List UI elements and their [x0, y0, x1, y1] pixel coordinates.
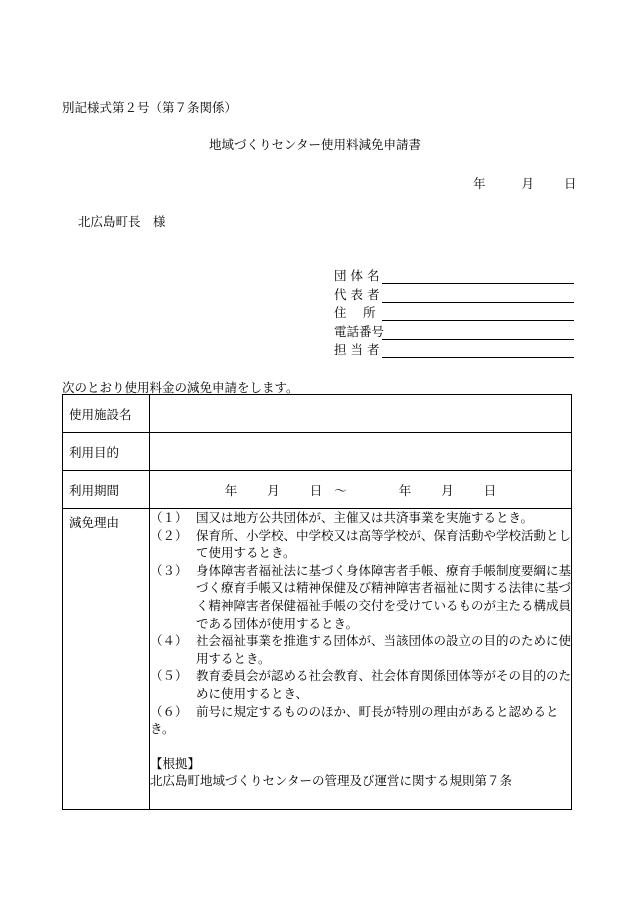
reason-item[interactable]	[150, 632, 571, 667]
period-separator: ～	[334, 482, 347, 498]
reason-text: 保育所、小学校、中学校又は高等学校が、保育活動や学校活動として使用するとき。	[196, 527, 572, 561]
period-start-day: 日	[309, 482, 323, 498]
applicant-phone-field[interactable]	[334, 322, 574, 340]
purpose-row	[63, 433, 572, 471]
reason-text: 社会福祉事業を推進する団体が、当該団体の設立の目的のために使用するとき。	[196, 633, 572, 666]
fill-line	[382, 283, 574, 284]
date-month: 月	[521, 176, 535, 191]
application-table	[62, 394, 572, 810]
period-end-day: 日	[483, 482, 497, 498]
period-start-month: 月	[267, 482, 280, 498]
applicant-address-field[interactable]	[334, 303, 574, 321]
applicant-representative-field[interactable]	[334, 285, 574, 303]
reason-number: （６）	[150, 703, 188, 719]
facility-label: 使用施設名	[63, 395, 150, 433]
reason-item[interactable]	[150, 667, 571, 702]
period-start-year: 年	[224, 482, 238, 498]
document-title: 地域づくりセンター使用料減免申請書	[208, 137, 421, 152]
field-label: 代 表 者	[334, 287, 380, 302]
facility-value-cell[interactable]	[150, 395, 572, 433]
field-label: 団 体 名	[334, 268, 380, 283]
reason-number: （１）	[150, 510, 188, 525]
period-end-month: 月	[441, 482, 454, 498]
reason-text: 教育委員会が認める社会教育、社会体育関係団体等がその目的のために使用するとき、	[196, 668, 572, 701]
reason-text: 国又は地方公共団体が、主催又は共済事業を実施するとき。	[196, 510, 534, 525]
reason-list-cell	[150, 509, 572, 810]
date-year: 年	[473, 176, 486, 191]
reason-number: （５）	[150, 668, 188, 684]
reason-label: 減免理由	[63, 509, 150, 810]
fill-line	[382, 357, 574, 358]
addressee: 北広島町長 様	[78, 214, 166, 229]
reason-text: 前号に規定するもののほか、町長が特別の理由があると認めるとき。	[150, 703, 559, 737]
purpose-value-cell[interactable]	[150, 433, 572, 471]
field-label: 住 所	[334, 305, 376, 320]
field-label: 担 当 者	[334, 342, 380, 357]
intro-text: 次のとおり使用料金の減免申請をします。	[62, 380, 299, 395]
period-row	[63, 471, 572, 509]
facility-row	[63, 395, 572, 433]
reason-row	[63, 509, 572, 810]
period-label: 利用期間	[63, 471, 150, 509]
purpose-label: 利用目的	[63, 433, 150, 471]
applicant-organization-field[interactable]	[334, 266, 574, 284]
reason-number: （３）	[150, 562, 188, 578]
period-value-cell[interactable]	[150, 471, 572, 509]
reason-item[interactable]	[150, 562, 571, 632]
basis-heading: 【根拠】	[150, 755, 201, 771]
application-date	[473, 174, 577, 192]
reason-item[interactable]	[150, 703, 571, 738]
date-day: 日	[564, 176, 577, 191]
reason-text: 身体障害者福祉法に基づく身体障害者手帳、療育手帳制度要綱に基づく療育手帳又は精神保健及び精神障害者福祉に関する法律に基づく精神障害者保健福祉手帳の交付を受けているものが主たる構成員である団体が使用するとき。	[196, 562, 572, 631]
reason-number: （４）	[150, 633, 188, 649]
period-end-year: 年	[398, 482, 412, 498]
reason-item[interactable]	[150, 509, 571, 527]
field-label: 電話番号	[334, 324, 385, 339]
fill-line	[382, 320, 574, 321]
reason-item[interactable]	[150, 527, 571, 562]
basis-text: 北広島町地域づくりセンターの管理及び運営に関する規則第７条	[150, 773, 513, 789]
applicant-contact-person-field[interactable]	[334, 340, 574, 358]
reason-number: （２）	[150, 527, 188, 543]
form-number: 別記様式第２号（第７条関係）	[62, 100, 238, 115]
